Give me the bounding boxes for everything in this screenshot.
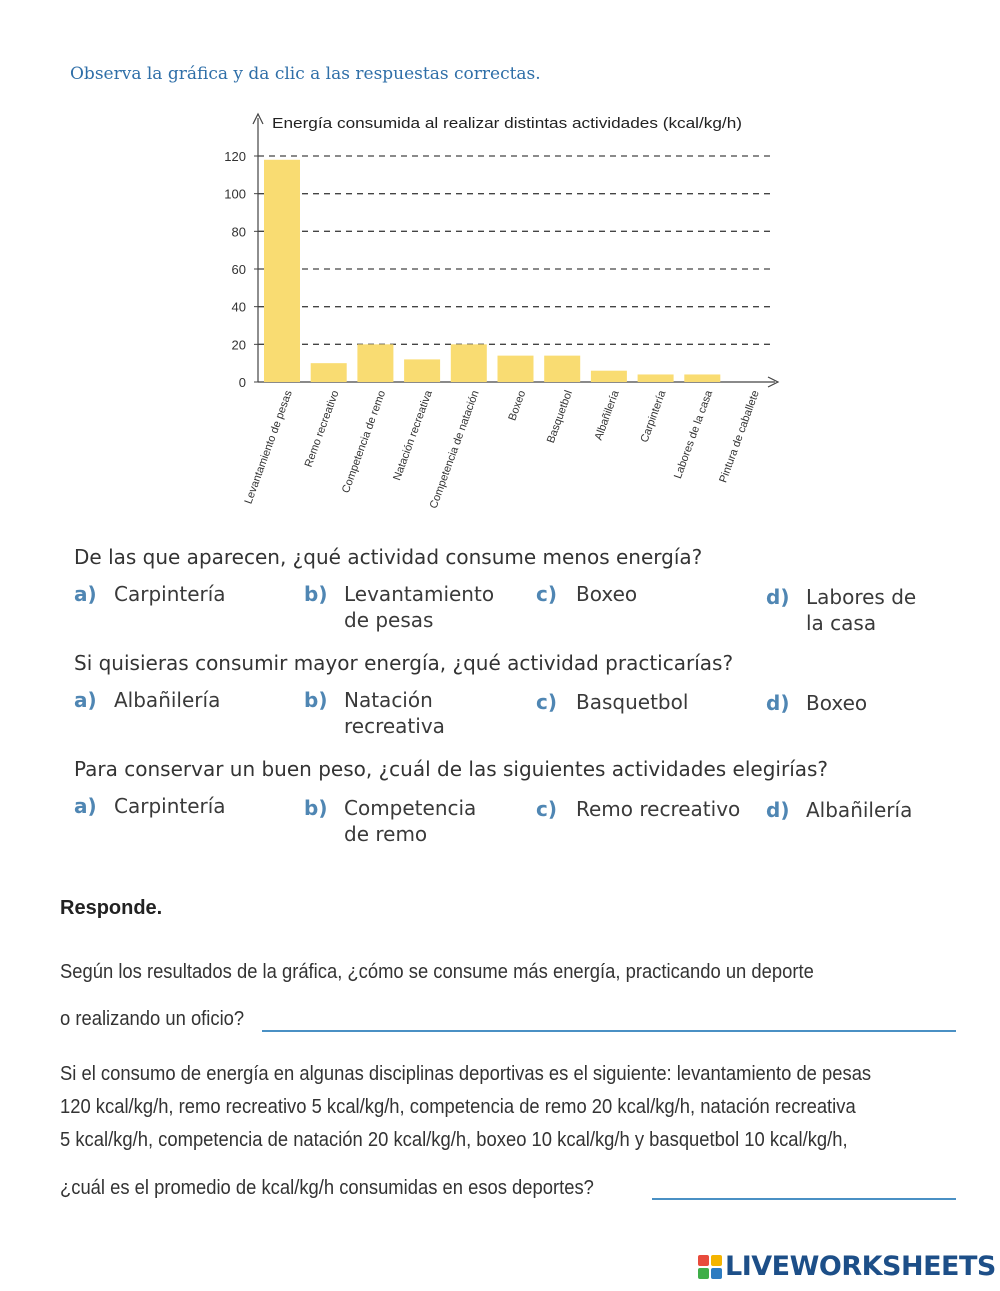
x-tick-label: Carpintería (638, 388, 669, 445)
option-letter: d) (766, 798, 790, 822)
option-letter: c) (536, 582, 557, 606)
chart-axes (253, 114, 778, 387)
responde-heading: Responde. (60, 897, 163, 919)
question-5-line-2: 120 kcal/kg/h, remo recreativo 5 kcal/kg/h, competencia de remo 20 kcal/kg/h, natación recreativa (60, 1096, 856, 1118)
question-5-line-4: ¿cuál es el promedio de kcal/kg/h consumidas en esos deportes? (60, 1177, 594, 1199)
energy-bar-chart (0, 0, 1000, 540)
x-tick-label: Boxeo (506, 388, 529, 423)
question-1-text: De las que aparecen, ¿qué actividad consume menos energía? (74, 545, 703, 569)
chart-bar (264, 160, 300, 382)
x-tick-label: Labores de la casa (672, 388, 716, 481)
option-letter: b) (304, 582, 328, 606)
logo-square-3 (698, 1268, 709, 1279)
option-letter: b) (304, 796, 328, 820)
x-tick-label: Competencia de natación (427, 388, 482, 511)
option-label: Remo recreativo (576, 797, 741, 821)
option-letter: b) (304, 688, 328, 712)
question-4-line-1: Según los resultados de la gráfica, ¿cómo se consume más energía, practicando un deporte (60, 961, 814, 983)
question-3-text: Para conservar un buen peso, ¿cuál de las siguientes actividades elegirías? (74, 757, 829, 781)
logo-square-1 (698, 1255, 709, 1266)
chart-bar (451, 344, 487, 382)
option-label: Levantamiento de pesas (344, 582, 495, 632)
chart-gridlines (258, 156, 770, 344)
x-tick-label: Natación recreativa (391, 388, 435, 483)
instruction-text: Observa la gráfica y da clic a las respuestas correctas. (70, 64, 541, 84)
question-2-text: Si quisieras consumir mayor energía, ¿qué actividad practicarías? (74, 651, 734, 675)
y-tick-label: 100 (224, 186, 246, 202)
option-label: Labores de la casa (806, 585, 917, 635)
y-tick-label: 60 (231, 262, 246, 277)
chart-y-tick-labels (224, 149, 258, 390)
option-label: Competencia de remo (344, 796, 477, 846)
chart-title: Energía consumida al realizar distintas actividades (kcal/kg/h) (272, 115, 742, 132)
y-tick-label: 20 (231, 337, 246, 353)
chart-bar (638, 374, 674, 382)
option-letter: c) (536, 690, 557, 714)
chart-bar (684, 374, 720, 382)
answer-input-deporte-oficio[interactable] (262, 1008, 956, 1032)
question-5-line-1: Si el consumo de energía en algunas disciplinas deportivas es el siguiente: levantamiento de pesas (60, 1063, 872, 1085)
liveworksheets-logo-text: LIVEWORKSHEETS (725, 1251, 996, 1282)
option-label: Carpintería (114, 794, 226, 818)
option-label: Natación recreativa (344, 688, 445, 738)
logo-square-2 (711, 1255, 722, 1266)
answer-input-promedio[interactable] (652, 1176, 956, 1200)
logo-square-4 (711, 1268, 722, 1279)
liveworksheets-logo (698, 1251, 996, 1282)
x-tick-label: Albañilería (592, 388, 622, 442)
option-letter: d) (766, 585, 790, 609)
chart-bar (498, 356, 534, 382)
option-label: Carpintería (114, 582, 226, 606)
chart-bar (591, 371, 627, 382)
option-label: Albañilería (806, 798, 913, 822)
option-letter: d) (766, 691, 790, 715)
y-tick-label: 120 (224, 149, 246, 164)
chart-bar (357, 344, 393, 382)
liveworksheets-logo-icon (698, 1255, 722, 1279)
chart-x-tick-labels (243, 388, 762, 510)
y-tick-label: 80 (231, 224, 246, 240)
option-letter: a) (74, 582, 97, 606)
option-letter: a) (74, 688, 97, 712)
question-4-line-2: o realizando un oficio? (60, 1008, 245, 1030)
option-label: Basquetbol (576, 690, 689, 714)
x-tick-label: Remo recreativo (302, 388, 342, 469)
option-label: Albañilería (114, 688, 221, 712)
x-tick-label: Basquetbol (544, 388, 576, 445)
x-tick-label: Levantamiento de pesas (242, 388, 295, 506)
y-tick-label: 0 (238, 375, 246, 390)
question-5-line-3: 5 kcal/kg/h, competencia de natación 20 kcal/kg/h, boxeo 10 kcal/kg/h y basquetbol 10 kcal/kg/h, (60, 1129, 848, 1151)
option-letter: a) (74, 794, 97, 818)
option-label: Boxeo (576, 582, 638, 606)
option-letter: c) (536, 797, 557, 821)
chart-bar (404, 359, 440, 382)
x-tick-label: Competencia de remo (339, 388, 389, 495)
chart-bar (311, 363, 347, 382)
option-label: Boxeo (806, 691, 868, 715)
x-tick-label: Pintura de caballete (717, 388, 762, 485)
chart-bar (544, 356, 580, 382)
y-tick-label: 40 (231, 299, 246, 315)
